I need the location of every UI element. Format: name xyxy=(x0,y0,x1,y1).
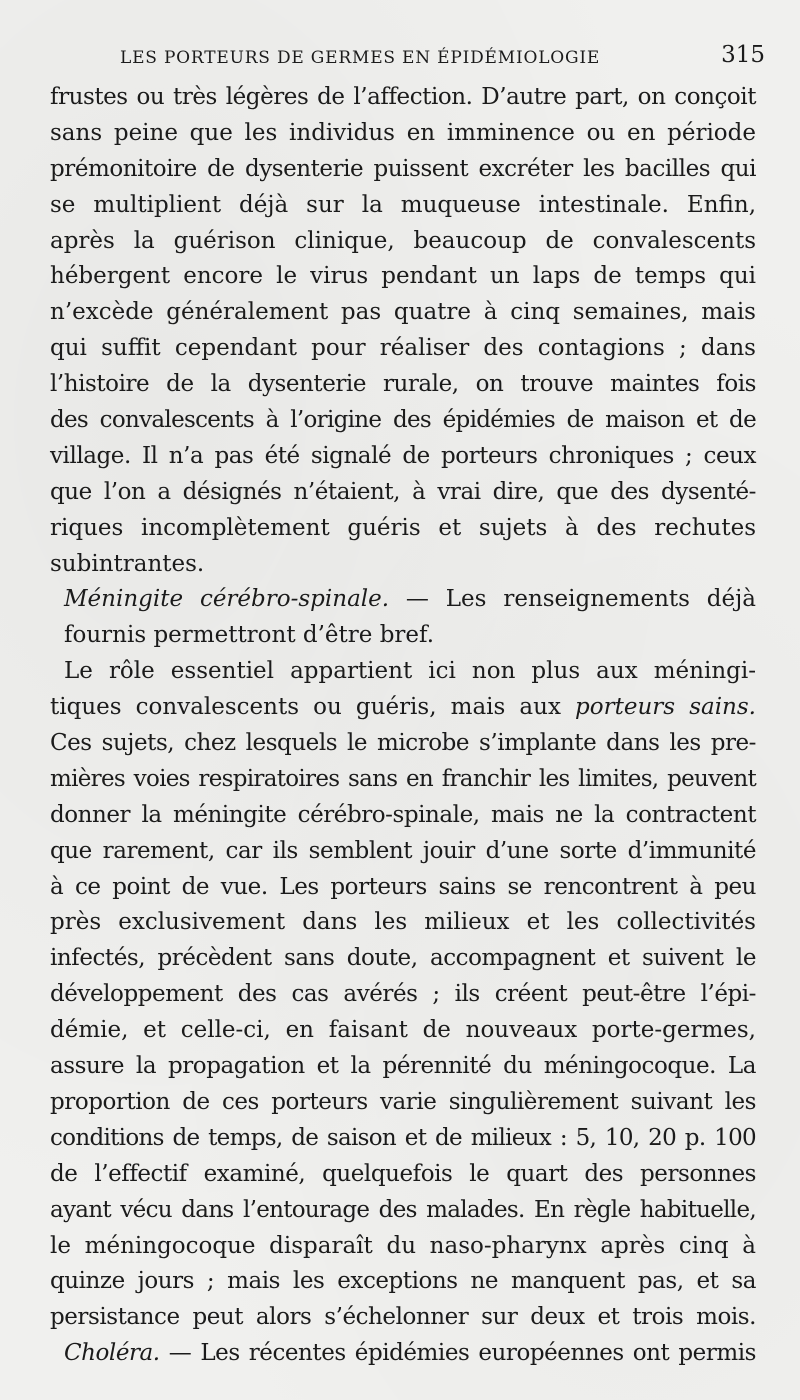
text-line: frustes ou très légères de l’affection. D’autre part, on conçoit xyxy=(50,84,756,110)
body-text xyxy=(50,80,756,1372)
text-line: fournis permettront d’être bref. xyxy=(64,622,435,649)
text-line: à ce point de vue. Les porteurs sains se rencontrent à peu xyxy=(50,873,756,900)
text-line: conditions de temps, de saison et de milieux : 5, 10, 20 p. 100 xyxy=(50,1124,756,1151)
text-line: Le rôle essentiel appartient ici non plus aux méningi- xyxy=(64,658,756,685)
text-line: quinze jours ; mais les exceptions ne manquent pas, et sa xyxy=(50,1268,756,1295)
text-line: ayant vécu dans l’entourage des malades. En règle habituelle, xyxy=(50,1196,756,1223)
section-heading-line: Méningite cérébro-spinale. — Les renseignements déjà xyxy=(64,586,756,613)
text-line: près exclusivement dans les milieux et les collectivités xyxy=(50,909,756,936)
text-line: Ces sujets, chez lesquels le microbe s’implante dans les pre- xyxy=(50,730,756,757)
page-number: 315 xyxy=(721,42,765,68)
section-heading: Méningite cérébro-spinale. xyxy=(64,586,390,613)
running-title: LES PORTEURS DE GERMES EN ÉPIDÉMIOLOGIE xyxy=(120,48,601,68)
text-line: prémonitoire de dysenterie puissent excréter les bacilles qui xyxy=(50,155,756,182)
text-line: subintrantes. xyxy=(50,550,205,577)
text-line: hébergent encore le virus pendant un laps de temps qui xyxy=(50,263,756,290)
text-line: tiques convalescents ou guéris, mais aux porteurs sains. xyxy=(50,694,756,721)
text-line: démie, et celle-ci, en faisant de nouveaux porte-germes, xyxy=(50,1017,756,1044)
text-line: se multiplient déjà sur la muqueuse intestinale. Enfin, xyxy=(50,191,756,218)
text-line: développement des cas avérés ; ils créent peut-être l’épi- xyxy=(50,981,756,1008)
text-line: de l’effectif examiné, quelquefois le quart des personnes xyxy=(50,1160,756,1187)
text-line: le méningocoque disparaît du naso-pharynx après cinq à xyxy=(50,1232,756,1259)
text-line: des convalescents à l’origine des épidémies de maison et de xyxy=(50,407,756,434)
text-line: infectés, précèdent sans doute, accompagnent et suivent le xyxy=(50,945,756,972)
text-line: village. Il n’a pas été signalé de porteurs chroniques ; ceux xyxy=(50,442,756,469)
section-heading-line: Choléra. — Les récentes épidémies européennes ont permis xyxy=(64,1340,756,1367)
text-line: persistance peut alors s’échelonner sur deux et trois mois. xyxy=(50,1304,756,1331)
text-line: que l’on a désignés n’étaient, à vrai dire, que des dysenté- xyxy=(50,478,756,505)
text-line: assure la propagation et la pérennité du méningocoque. La xyxy=(50,1053,756,1080)
text-line: riques incomplètement guéris et sujets à des rechutes xyxy=(50,514,756,541)
page-header xyxy=(120,40,765,76)
text-line: sans peine que les individus en imminence ou en période xyxy=(50,119,756,146)
text-line: qui suffit cependant pour réaliser des contagions ; dans xyxy=(50,335,756,362)
text-line: mières voies respiratoires sans en franchir les limites, peuvent xyxy=(50,765,756,792)
text-line: après la guérison clinique, beaucoup de convalescents xyxy=(50,227,756,254)
text-line: l’histoire de la dysenterie rurale, on trouve maintes fois xyxy=(50,371,756,398)
text-line: proportion de ces porteurs varie singulièrement suivant les xyxy=(50,1088,756,1115)
emphasis: porteurs sains. xyxy=(575,694,756,721)
text-line: n’excède généralement pas quatre à cinq semaines, mais xyxy=(50,299,756,326)
text-line: donner la méningite cérébro-spinale, mais ne la contractent xyxy=(50,801,756,828)
section-heading: Choléra. xyxy=(64,1340,160,1367)
text-line: que rarement, car ils semblent jouir d’une sorte d’immunité xyxy=(50,837,756,864)
